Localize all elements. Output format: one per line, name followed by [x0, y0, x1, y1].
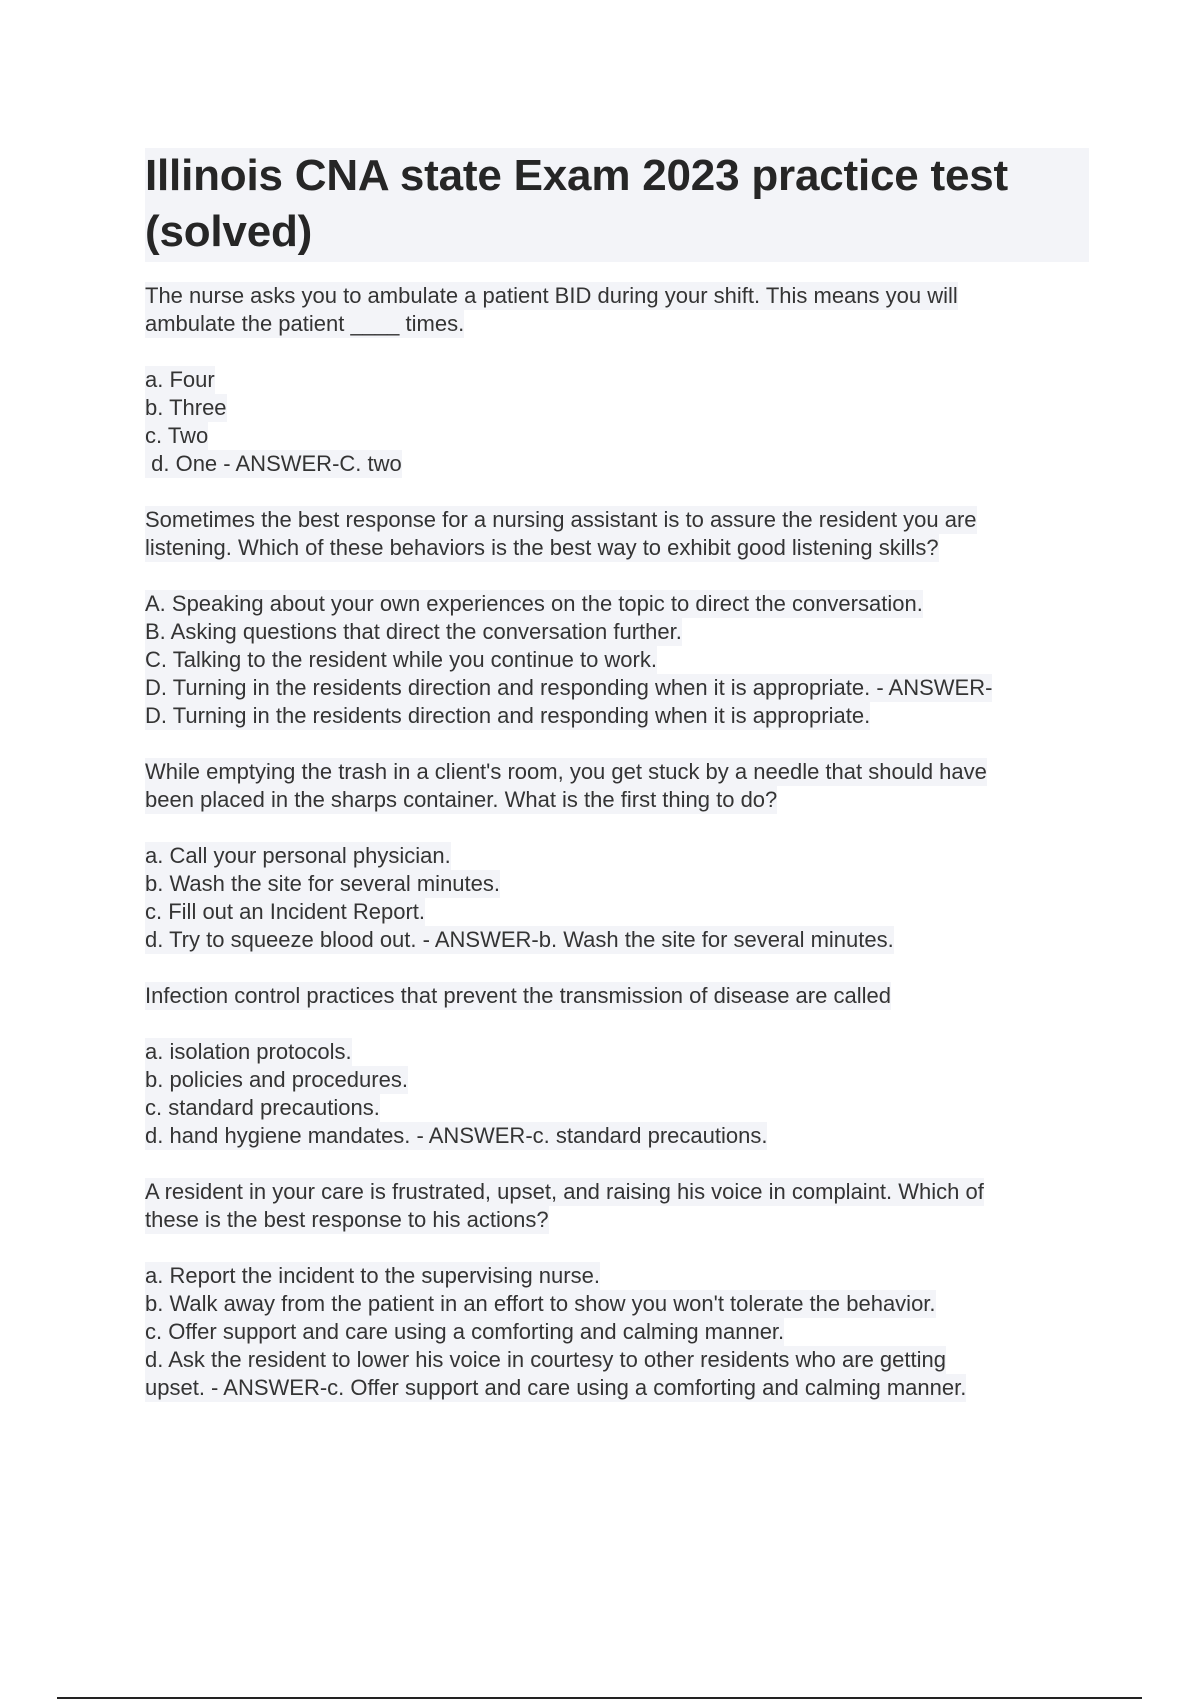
question-block [145, 1178, 1105, 1402]
question-text-line: Sometimes the best response for a nursing assistant is to assure the resident you are [145, 507, 977, 532]
question-text-line: While emptying the trash in a client's room, you get stuck by a needle that should have [145, 759, 987, 784]
question-text-line: d. Try to squeeze blood out. - ANSWER-b. Wash the site for several minutes. [145, 927, 894, 952]
question-text-line: b. Walk away from the patient in an effort to show you won't tolerate the behavior. [145, 1291, 936, 1316]
question-text-line: d. hand hygiene mandates. - ANSWER-c. standard precautions. [145, 1123, 768, 1148]
question-text-line: Infection control practices that prevent the transmission of disease are called [145, 983, 891, 1008]
question-gap [145, 954, 1105, 982]
question-block [145, 282, 1105, 506]
question-text-line: a. Report the incident to the supervising nurse. [145, 1263, 600, 1288]
question-text-line: ambulate the patient ____ times. [145, 311, 465, 336]
paragraph-gap [145, 1234, 1105, 1262]
question-text-line: a. isolation protocols. [145, 1039, 352, 1064]
question-text-line: upset. - ANSWER-c. Offer support and care using a comforting and calming manner. [145, 1375, 967, 1400]
paragraph-gap [145, 1010, 1105, 1038]
question-text-line: B. Asking questions that direct the conversation further. [145, 619, 682, 644]
question-text-line: A. Speaking about your own experiences on the topic to direct the conversation. [145, 591, 923, 616]
document-page [145, 148, 1105, 1402]
question-text-line: The nurse asks you to ambulate a patient BID during your shift. This means you will [145, 283, 958, 308]
question-text-line: c. Fill out an Incident Report. [145, 899, 426, 924]
document-title [145, 148, 1089, 262]
question-text-line: a. Call your personal physician. [145, 843, 451, 868]
paragraph-gap [145, 814, 1105, 842]
question-text-line: b. Three [145, 395, 227, 420]
question-text-line: b. Wash the site for several minutes. [145, 871, 500, 896]
question-gap [145, 730, 1105, 758]
question-list [145, 282, 1105, 1402]
question-block [145, 758, 1105, 982]
paragraph-gap [145, 562, 1105, 590]
question-block [145, 982, 1105, 1178]
question-gap [145, 478, 1105, 506]
title-line-2: (solved) [145, 207, 313, 256]
question-text-line: C. Talking to the resident while you continue to work. [145, 647, 657, 672]
question-text-line: these is the best response to his actions? [145, 1207, 549, 1232]
question-text-line: A resident in your care is frustrated, upset, and raising his voice in complaint. Which of [145, 1179, 984, 1204]
question-text-line: D. Turning in the residents direction and responding when it is appropriate. [145, 703, 871, 728]
question-text-line: c. standard precautions. [145, 1095, 380, 1120]
bottom-rule [57, 1697, 1142, 1699]
question-text-line: a. Four [145, 367, 215, 392]
question-text-line: d. Ask the resident to lower his voice in courtesy to other residents who are getting [145, 1347, 946, 1372]
question-block [145, 506, 1105, 758]
question-text-line: D. Turning in the residents direction and responding when it is appropriate. - ANSWER- [145, 675, 993, 700]
question-text-line: been placed in the sharps container. What is the first thing to do? [145, 787, 778, 812]
question-text-line: listening. Which of these behaviors is the best way to exhibit good listening skills? [145, 535, 939, 560]
question-text-line: d. One - ANSWER-C. two [145, 451, 402, 476]
question-gap [145, 1150, 1105, 1178]
question-text-line: b. policies and procedures. [145, 1067, 408, 1092]
question-text-line: c. Offer support and care using a comforting and calming manner. [145, 1319, 785, 1344]
question-text-line: c. Two [145, 423, 209, 448]
title-line-1: Illinois CNA state Exam 2023 practice test [145, 151, 1009, 200]
paragraph-gap [145, 338, 1105, 366]
